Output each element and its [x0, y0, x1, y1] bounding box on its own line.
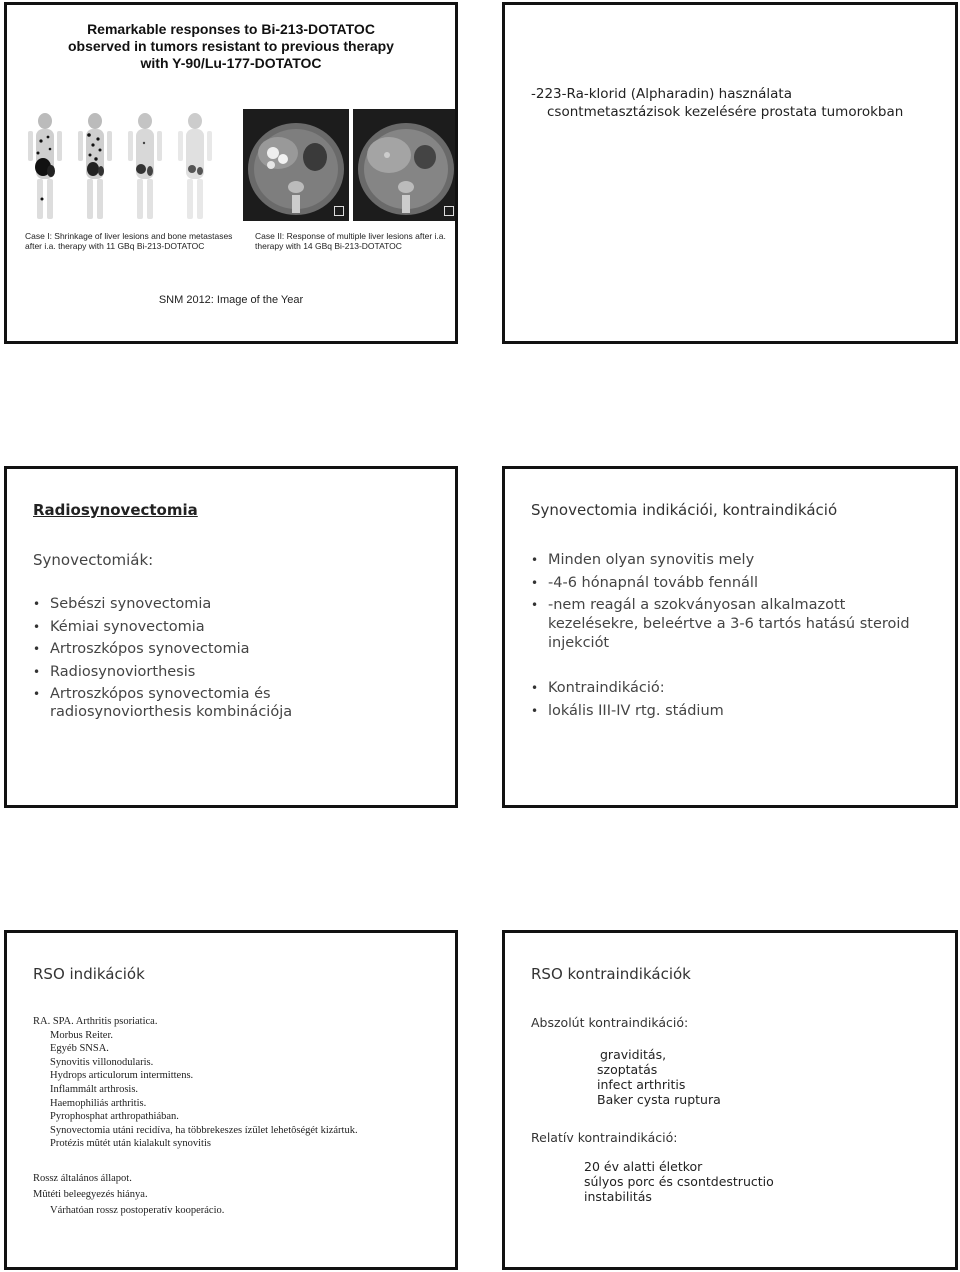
- slide-6: [502, 930, 958, 1270]
- list-item: Várhatóan rossz postoperatív kooperácio.: [50, 1205, 225, 1216]
- slide-2-line: -223-Ra-klorid (Alpharadin) használata: [531, 86, 793, 102]
- absolute-contraindication-label: Abszolút kontraindikáció:: [531, 1015, 689, 1030]
- ct-scan-image-before: [243, 109, 349, 221]
- bullet-item: • Artroszkópos synovectomia: [33, 640, 271, 659]
- slide-4-title: Synovectomia indikációi, kontraindikáció: [531, 501, 838, 519]
- indication-list: [33, 1015, 358, 1151]
- slide-4-bullet-list: [531, 551, 845, 615]
- slide-5: [4, 930, 458, 1270]
- ct-scan-image-after: [353, 109, 458, 221]
- case-2-caption-line: therapy with 14 GBq Bi-213-DOTATOC: [255, 241, 402, 251]
- relative-contraindication-label: Relatív kontraindikáció:: [531, 1130, 678, 1145]
- slide-1-title: [7, 21, 455, 72]
- bullet-item: • Artroszkópos synovectomia és: [33, 685, 271, 704]
- bullet-item: • lokális III-IV rtg. stádium: [531, 702, 724, 721]
- case-2-caption: [255, 231, 446, 251]
- slide-4-bullet-list-2: [531, 679, 724, 720]
- list-item: RA. SPA. Arthritis psoriatica.: [33, 1016, 158, 1027]
- slide-1-title-line: with Y-90/Lu-177-DOTATOC: [140, 55, 322, 71]
- slide-2-line: csontmetasztázisok kezelésére prostata tumorokban: [547, 104, 904, 120]
- bullet-item: • Sebészi synovectomia: [33, 595, 271, 614]
- list-item: szoptatás: [597, 1062, 658, 1077]
- list-item: Mûtéti beleegyezés hiánya.: [33, 1189, 148, 1200]
- slide-1-title-line: observed in tumors resistant to previous therapy: [68, 38, 394, 54]
- list-item: Egyéb SNSA.: [50, 1043, 109, 1055]
- list-item: instabilitás: [584, 1189, 652, 1204]
- list-item: Hydrops articulorum intermittens.: [50, 1070, 194, 1082]
- list-item: Baker cysta ruptura: [597, 1092, 721, 1107]
- case-2-caption-line: Case II: Response of multiple liver lesions after i.a.: [255, 231, 446, 241]
- pet-scan-images: [23, 109, 221, 221]
- list-item: 20 év alatti életkor: [584, 1159, 703, 1174]
- slide-1-footer: SNM 2012: Image of the Year: [158, 294, 304, 306]
- list-item: Pyrophosphat arthropathiában.: [50, 1111, 179, 1123]
- list-item: Rossz általános állapot.: [33, 1173, 132, 1184]
- slide-3-bullet-list: [33, 595, 271, 704]
- bullet-item: • Minden olyan synovitis mely: [531, 551, 845, 570]
- bullet-item: • -nem reagál a szokványosan alkalmazott: [531, 596, 845, 615]
- slide-3: [4, 466, 458, 808]
- list-item: Haemophiliás arthritis.: [50, 1097, 147, 1109]
- slide-6-title: RSO kontraindikációk: [531, 965, 691, 983]
- relative-contraindication-list: [584, 1159, 774, 1204]
- list-item: Synovectomia utáni recidíva, ha többrekeszes ízület lehetôségét kizártuk.: [50, 1124, 358, 1136]
- list-item: Synovitis villonodularis.: [50, 1056, 154, 1068]
- bullet-item: • Kémiai synovectomia: [33, 618, 271, 637]
- list-item: Morbus Reiter.: [50, 1029, 113, 1041]
- slide-3-title: Radiosynovectomia: [33, 501, 198, 519]
- bullet-item: • Radiosynoviorthesis: [33, 663, 271, 682]
- slide-2-text: [531, 85, 903, 121]
- continuation-line: kezelésekre, beleértve a 3-6 tartós hatású steroid: [548, 616, 910, 632]
- case-1-caption-line: Case I: Shrinkage of liver lesions and bone metastases: [25, 231, 233, 241]
- slide-4: [502, 466, 958, 808]
- list-item: Inflammált arthrosis.: [50, 1083, 139, 1095]
- ct-marker: [334, 206, 344, 216]
- ct-marker: [444, 206, 454, 216]
- list-item: Protézis mûtét után kialakult synovitis: [50, 1138, 211, 1150]
- slide-5-title: RSO indikációk: [33, 965, 145, 983]
- slide-1-title-line: Remarkable responses to Bi-213-DOTATOC: [87, 21, 375, 37]
- bullet-continuation: radiosynoviorthesis kombinációja: [50, 704, 293, 720]
- bullet-item: • Kontraindikáció:: [531, 679, 724, 698]
- continuation-line: injekciót: [548, 634, 610, 651]
- list-item: súlyos porc és csontdestructio: [584, 1174, 774, 1189]
- slide-3-subtitle: Synovectomiák:: [33, 551, 154, 569]
- slide-2: [502, 2, 958, 344]
- list-item: graviditás,: [600, 1047, 667, 1062]
- bullet-continuation: [548, 615, 910, 652]
- case-1-caption: [25, 231, 232, 251]
- case-1-caption-line: after i.a. therapy with 11 GBq Bi-213-DOTATOC: [25, 241, 205, 251]
- list-item: infect arthritis: [597, 1077, 686, 1092]
- bullet-item: • -4-6 hónapnál tovább fennáll: [531, 574, 845, 593]
- slide-1: [4, 2, 458, 344]
- absolute-contraindication-list: [597, 1047, 721, 1107]
- condition-list: [33, 1171, 224, 1219]
